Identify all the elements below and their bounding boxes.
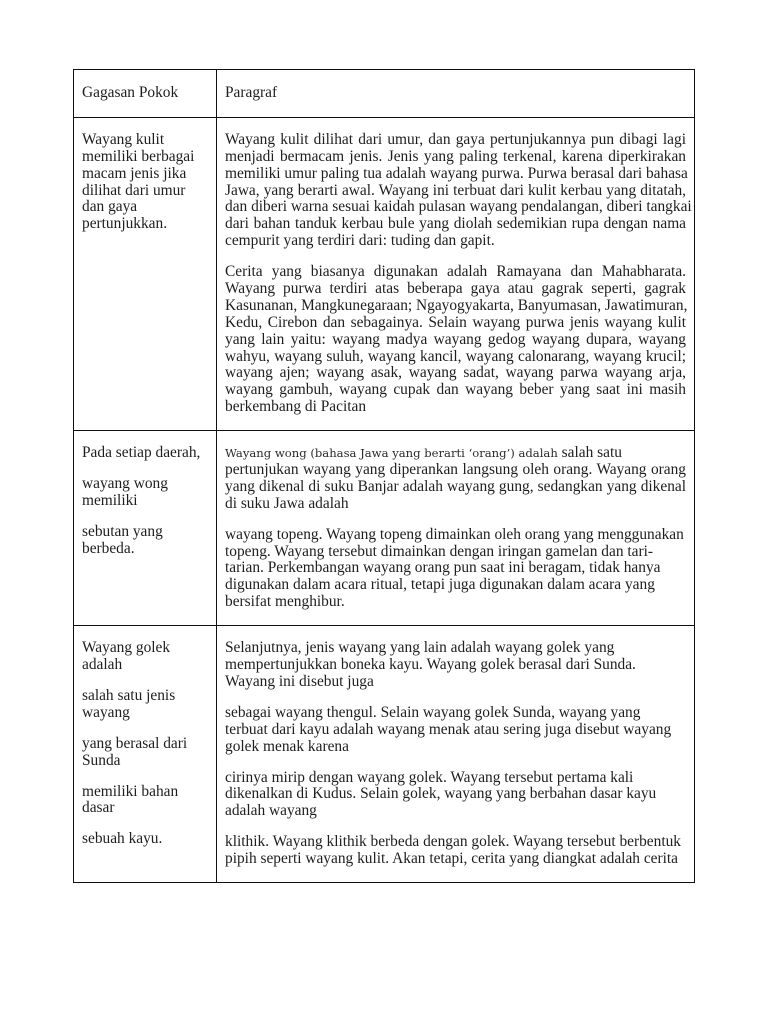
line-text: wayang gambuh, wayang cupak dan wayang beber yang saat ini masih: [225, 381, 686, 399]
line-text: menjadi bermacam jenis. Jenis yang paling terkenal, karena diperkirakan: [225, 147, 686, 165]
lead-in-text: Wayang wong (bahasa Jawa yang berarti ‘orang’) adalah: [225, 446, 558, 461]
line-text: dari bahan tanduk kerbau bule yang diolah sedemikian rupa dengan nama: [225, 215, 686, 233]
main-idea-paragraph: [82, 640, 208, 674]
paragraph-line: [225, 349, 686, 366]
paragraph: [225, 640, 686, 691]
line-text: Kasunanan, Mangkunegaraan; Ngayogyakarta, Banyumasan, Jawatimuran,: [225, 296, 688, 314]
paragraph-line: [225, 479, 686, 496]
line-text: pertunjukan wayang yang diperankan langsung oleh orang. Wayang orang: [225, 461, 686, 479]
main-idea-line: memiliki berbagai: [82, 147, 195, 165]
paragraph-line: sebagai wayang thengul. Selain wayang golek Sunda, wayang yang: [225, 703, 641, 721]
paragraph-line: cempurit yang terdiri dari: tuding dan gapit.: [225, 232, 495, 250]
table-row: [74, 117, 695, 430]
paragraph-line: digunakan dalam acara ritual, tetapi juga digunakan dalam acara yang: [225, 576, 655, 594]
paragraph-line: [225, 183, 686, 200]
paragraph-line: [225, 198, 692, 216]
paragraph-line: [225, 332, 686, 349]
paragraph-line: golek menak karena: [225, 737, 349, 755]
main-idea-line: macam jenis jika: [82, 164, 187, 182]
paragraph-line: [225, 281, 686, 298]
table-row: [74, 431, 695, 626]
paragraph-line: [225, 166, 686, 183]
paragraph-line: bersifat menghibur.: [225, 593, 345, 611]
paragraph-line: [225, 216, 686, 233]
line-text: salah satu: [561, 444, 622, 462]
paragraph-line: [225, 382, 686, 399]
line-text: Wayang kulit dilihat dari umur, dan gaya pertunjukannya pun dibagi lagi: [225, 130, 686, 148]
paragraph-line: [225, 132, 686, 149]
paragraph-line: wayang topeng. Wayang topeng dimainkan oleh orang yang menggunakan: [225, 525, 684, 543]
paragraph-cell: [217, 431, 695, 626]
main-idea-line: memiliki bahan: [82, 782, 179, 800]
main-idea-line: dilihat dari umur: [82, 181, 186, 199]
main-idea-paragraph: [82, 476, 208, 510]
main-idea-line: Pada setiap daerah,: [82, 444, 201, 462]
paragraph-line: [225, 462, 686, 479]
line-text: yang lain yaitu: wayang madya wayang gedog wayang dupara, wayang: [225, 330, 686, 348]
line-text: memiliki umur paling tua adalah wayang purwa. Purwa berasal dari bahasa: [225, 164, 688, 182]
paragraph-line: [225, 264, 686, 281]
main-idea-line: memiliki: [82, 491, 138, 509]
main-idea-line: sebutan yang: [82, 522, 163, 540]
main-idea-line: sebuah kayu.: [82, 830, 163, 848]
main-idea-paragraph: [82, 784, 208, 818]
paragraph-line: Selanjutnya, jenis wayang yang lain adalah wayang golek yang: [225, 639, 615, 657]
table-header-row: [74, 70, 695, 118]
paragraph-line: [225, 315, 686, 332]
line-text: Kedu, Cirebon dan sebagainya. Selain wayang purwa jenis wayang kulit: [225, 313, 686, 331]
paragraph-line: pipih seperti wayang kulit. Akan tetapi, cerita yang diangkat adalah cerita: [225, 850, 679, 868]
main-idea-line: yang berasal dari: [82, 734, 188, 752]
paragraph-line: topeng. Wayang tersebut dimainkan dengan iringan gamelan dan tari-: [225, 542, 653, 560]
header-paragraf: [217, 70, 695, 118]
main-idea-line: berbeda.: [82, 539, 135, 557]
main-idea-line: adalah: [82, 656, 123, 674]
main-idea-paragraph: [82, 524, 208, 558]
line-text: Cerita yang biasanya digunakan adalah Ramayana dan Mahabharata.: [225, 263, 686, 281]
paragraph-line: mempertunjukkan boneka kayu. Wayang golek berasal dari Sunda.: [225, 656, 636, 674]
main-idea-line: pertunjukkan.: [82, 215, 168, 233]
line-text: wayang ajen; wayang asak, wayang sadat, wayang parwa wayang arja,: [225, 364, 686, 382]
paragraph-line: Wayang ini disebut juga: [225, 672, 374, 690]
main-idea-line: wayang wong: [82, 475, 168, 493]
paragraph-line: berkembang di Pacitan: [225, 398, 367, 416]
line-text: yang dikenal di suku Banjar adalah wayang gung, sedangkan yang dikenal: [225, 477, 686, 495]
paragraph: [225, 445, 686, 513]
main-idea-paragraph: [82, 736, 208, 770]
header-label: Paragraf: [225, 84, 278, 101]
main-idea-line: salah satu jenis: [82, 686, 176, 704]
header-label: Gagasan Pokok: [82, 84, 179, 101]
main-idea-line: Sunda: [82, 751, 121, 769]
paragraph: [225, 834, 686, 868]
paragraph-line: dikenalkan di Kudus. Selain golek, wayang yang berbahan dasar kayu: [225, 785, 657, 803]
paragraph-line: [225, 445, 686, 462]
paragraph-cell: [217, 117, 695, 430]
paragraph-line: cirinya mirip dengan wayang golek. Wayang tersebut pertama kali: [225, 768, 634, 786]
main-idea-cell: [74, 117, 217, 430]
line-text: wahyu, wayang suluh, wayang kancil, wayang calonarang, wayang krucil;: [225, 347, 686, 365]
paragraph: [225, 770, 686, 821]
paragraph: [225, 527, 686, 611]
main-idea-line: dasar: [82, 799, 115, 817]
main-idea-paragraph: [82, 132, 208, 233]
line-text: dan diberi warna sesuai kaidah pulasan wayang pendalangan, diberi tangkai: [225, 198, 692, 216]
main-idea-line: dan gaya: [82, 198, 138, 216]
paragraph-line: tarian. Perkembangan wayang orang pun saat ini beragam, tidak hanya: [225, 559, 661, 577]
main-idea-paragraph: [82, 688, 208, 722]
main-idea-line: Wayang kulit: [82, 130, 165, 148]
paragraph-line: [225, 298, 686, 315]
main-idea-cell: [74, 626, 217, 883]
header-gagasan-pokok: [74, 70, 217, 118]
gagasan-paragraf-table: [73, 69, 695, 883]
line-text: Jawa, yang berarti awal. Wayang ini terbuat dari kulit kerbau yang ditatah,: [225, 181, 686, 199]
main-idea-line: wayang: [82, 703, 130, 721]
line-text: Wayang purwa terdiri atas beberapa gaya atau gagrak seperti, gagrak: [225, 280, 686, 298]
main-idea-paragraph: [82, 831, 208, 848]
paragraph: [225, 705, 686, 756]
paragraph-line: [225, 149, 686, 166]
paragraph: [225, 264, 686, 416]
main-idea-line: Wayang golek: [82, 639, 171, 657]
paragraph-line: klithik. Wayang klithik berbeda dengan golek. Wayang tersebut berbentuk: [225, 833, 681, 851]
table-row: [74, 626, 695, 883]
paragraph-line: [225, 365, 686, 382]
main-idea-paragraph: [82, 445, 208, 462]
paragraph-cell: [217, 626, 695, 883]
paragraph-line: terbuat dari kayu adalah wayang menak atau sering juga disebut wayang: [225, 720, 672, 738]
paragraph-line: adalah wayang: [225, 802, 317, 820]
paragraph-line: di suku Jawa adalah: [225, 494, 349, 512]
paragraph: [225, 130, 692, 250]
main-idea-cell: [74, 431, 217, 626]
